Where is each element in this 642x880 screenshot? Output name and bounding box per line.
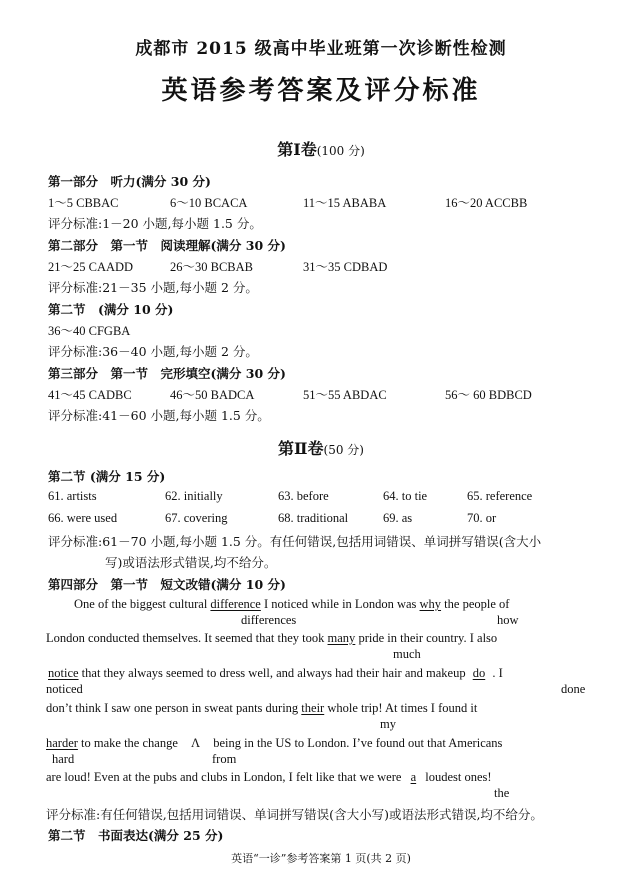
passage-text: . I [492,666,503,680]
passage-line-1 [74,597,509,612]
passage-line-4 [46,701,477,716]
passage-text: the people of [444,597,510,611]
answer-item: 65. reference [467,489,533,503]
answer-group: 1～5 CBBAC [48,196,119,210]
passage-text: to make the change [81,736,178,750]
page-footer: 英语“一诊”参考答案第 1 页(共 2 页) [231,852,411,865]
exam-title: 成都市 2015 级高中毕业班第一次诊断性检测 [135,39,507,59]
passage-text: are loud! Even at the pubs and clubs in London, I felt like that we were [46,770,402,784]
answer-group: 56～ 60 BDBCD [445,388,532,402]
answer-item: 62. initially [165,489,223,503]
passage-text: whole trip! At times I found it [327,701,478,715]
answer-item: 66. were used [48,511,118,525]
volume-1-label: 第Ⅰ卷 [277,140,317,159]
answer-item: 70. or [467,511,497,525]
passage-line-2 [46,631,497,646]
passage-text: loudest ones! [425,770,492,784]
passage-text: pride in their country. I also [358,631,498,645]
scoring-note: 评分标准:有任何错误,包括用词错误、单词拼写错误(含大小写)或语法形式错误,均不给分。 [46,807,543,822]
volume-2-points: (50 分) [323,443,364,457]
correction: from [212,752,237,766]
answer-group: 26～30 BCBAB [170,260,254,274]
part3-section2-heading: 第二节 (满分 15 分) [48,469,166,484]
answer-item: 67. covering [165,511,228,525]
answer-group: 46～50 BADCA [170,388,255,402]
error-word: notice [48,666,79,680]
passage-text: being in the US to London. I’ve found out that Americans [213,736,503,750]
error-word: many [327,631,356,645]
scoring-note: 评分标准:1－20 小题,每小题 1.5 分。 [48,216,262,231]
error-word: their [301,701,325,715]
scoring-note-continued: 写)或语法形式错误,均不给分。 [105,555,277,570]
scoring-note: 评分标准:41－60 小题,每小题 1.5 分。 [48,408,270,423]
passage-line-5 [46,736,502,751]
scoring-note: 评分标准:21－35 小题,每小题 2 分。 [48,280,258,295]
volume-2-label: 第Ⅱ卷 [278,439,324,458]
correction: differences [241,613,297,627]
correction: my [380,717,396,731]
correction: the [494,786,510,800]
scoring-note: 评分标准:36－40 小题,每小题 2 分。 [48,344,258,359]
volume-1-points: (100 分) [316,144,365,158]
answer-group: 31～35 CDBAD [303,260,388,274]
error-word: difference [210,597,261,611]
error-word: why [419,597,442,611]
volume-1-title [0,137,642,160]
answer-item: 63. before [278,489,329,503]
part2-section2-heading: 第二节 (满分 10 分) [48,302,174,317]
answer-group: 6～10 BCACA [170,196,248,210]
answer-group: 21～25 CAADD [48,260,134,274]
passage-text: that they always seemed to dress well, and always had their hair and makeup [81,666,466,680]
part4-section2-heading: 第二节 书面表达(满分 25 分) [48,828,224,843]
error-word: harder [46,736,78,750]
part3-section1-heading: 第三部分 第一节 完形填空(满分 30 分) [48,366,286,381]
part1-heading: 第一部分 听力(满分 30 分) [48,174,211,189]
answer-group: 11～15 ABABA [303,196,387,210]
scoring-note: 评分标准:61－70 小题,每小题 1.5 分。有任何错误,包括用词错误、单词拼写错误(含大小 [48,534,542,549]
answer-group: 41～45 CADBC [48,388,132,402]
passage-text: London conducted themselves. It seemed that they took [46,631,325,645]
correction: hard [52,752,75,766]
correction: noticed [46,682,83,696]
answer-item: 69. as [383,511,413,525]
correction: how [497,613,519,627]
passage-line-3 [48,666,503,681]
error-word: do [472,666,486,680]
answer-group: 51～55 ABDAC [303,388,387,402]
insertion-mark: Λ [191,736,201,750]
error-word: a [410,770,417,784]
answer-item: 64. to tie [383,489,428,503]
part2-section1-heading: 第二部分 第一节 阅读理解(满分 30 分) [48,238,286,253]
passage-text: One of the biggest cultural [74,597,208,611]
passage-text: I noticed while in London was [263,597,417,611]
answer-item: 68. traditional [278,511,349,525]
passage-text: don’t think I saw one person in sweat pants during [46,701,299,715]
document-title: 英语参考答案及评分标准 [161,76,481,106]
answer-group: 16～20 ACCBB [445,196,528,210]
passage-line-6 [46,770,492,785]
correction: done [561,682,586,696]
correction: much [393,647,421,661]
answer-item: 61. artists [48,489,97,503]
volume-2-title [0,436,642,459]
part4-section1-heading: 第四部分 第一节 短文改错(满分 10 分) [48,577,286,592]
answer-group: 36～40 CFGBA [48,324,131,338]
